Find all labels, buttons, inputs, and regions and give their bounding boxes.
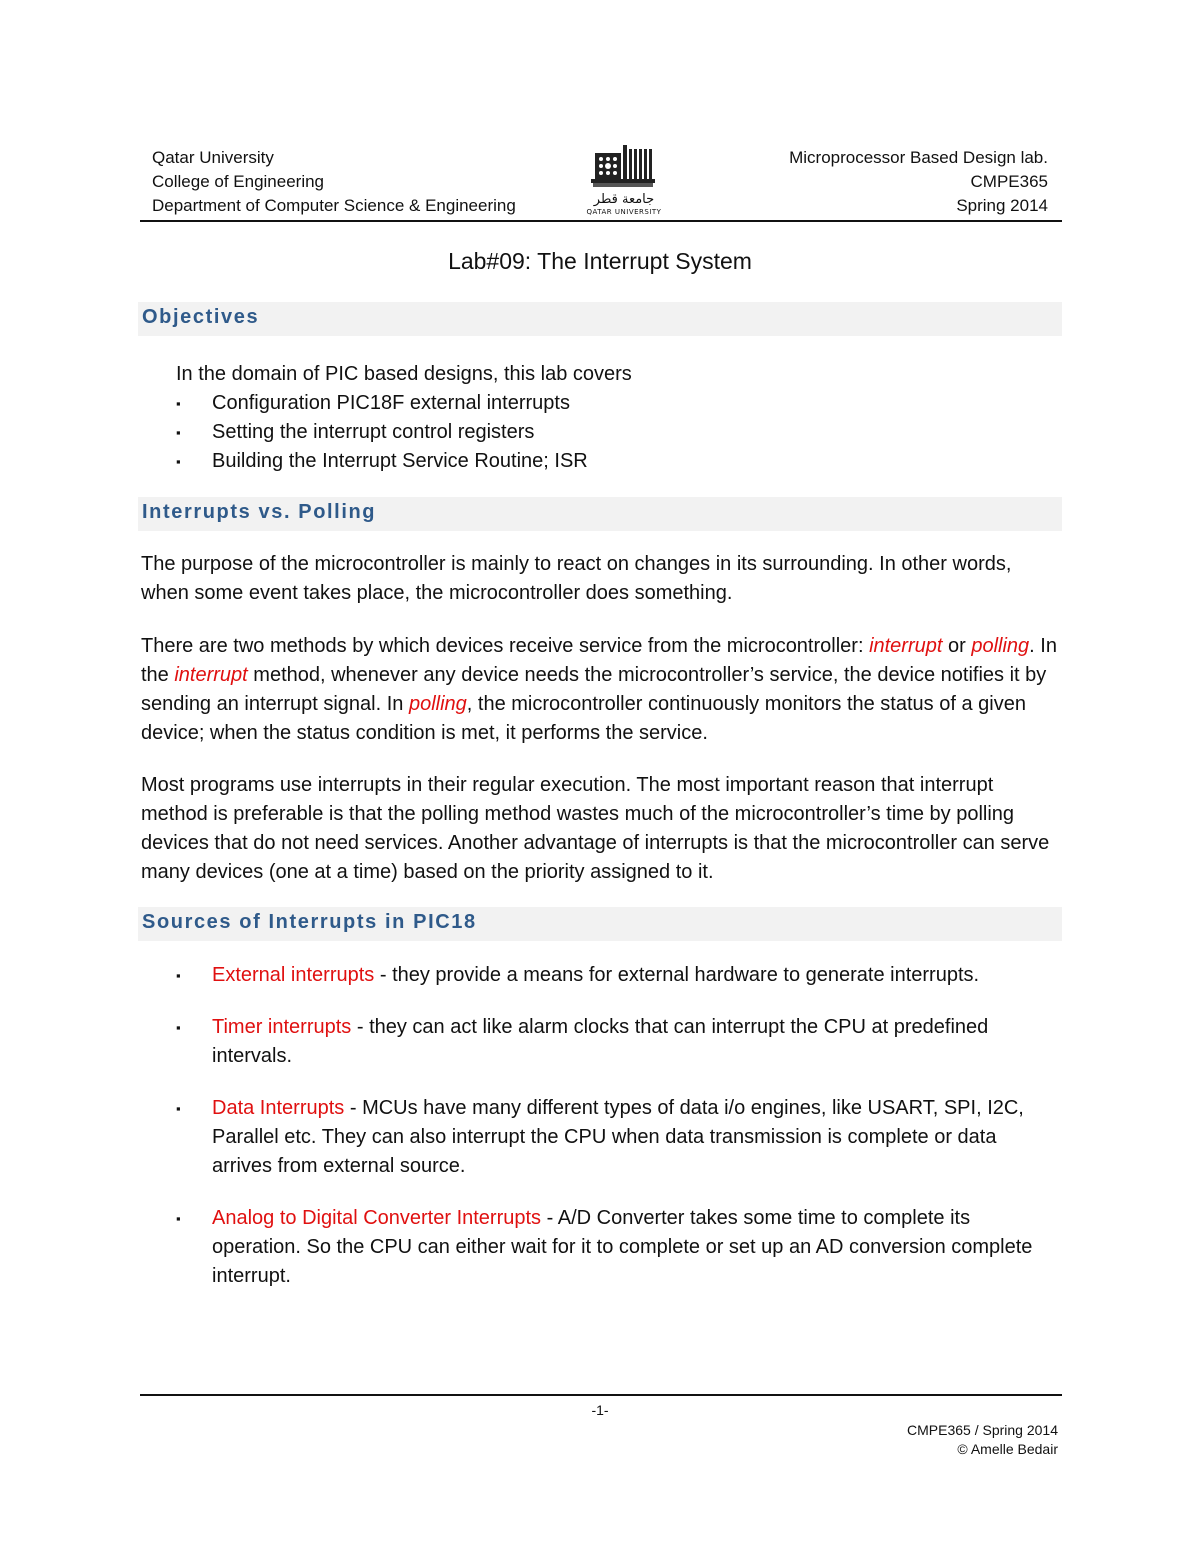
header-left (152, 146, 516, 218)
polling-paragraph-3: Most programs use interrupts in their regular execution. The most important reason that interrupt method is preferable is that the polling method wastes much of the microcontroller’s time by polling devices that do not need services. Another advantage of interrupts is that the microcontroller can serve many devices (one at a time) based on the priority assigned to it. (141, 774, 1050, 883)
svg-text:QATAR UNIVERSITY: QATAR UNIVERSITY (586, 208, 662, 216)
footer-course-term: CMPE365 / Spring 2014 (907, 1422, 1058, 1438)
university-name: Qatar University (152, 148, 274, 167)
page-title: Lab#09: The Interrupt System (448, 248, 752, 274)
department-name: Department of Computer Science & Engineering (152, 196, 516, 215)
section-heading-sources: Sources of Interrupts in PIC18 (138, 907, 1062, 941)
course-code: CMPE365 (970, 172, 1048, 191)
polling-paragraph-1: The purpose of the microcontroller is mainly to react on changes in its surrounding. In other words, when some event takes place, the microcontroller does something. (141, 553, 1012, 604)
lab-name: Microprocessor Based Design lab. (789, 148, 1048, 167)
section-heading-objectives: Objectives (138, 302, 1062, 336)
page-number: -1- (591, 1402, 609, 1418)
header-right (789, 146, 1048, 218)
footer-copyright: © Amelle Bedair (957, 1441, 1058, 1457)
qatar-university-logo (583, 143, 665, 217)
objectives-intro: In the domain of PIC based designs, this lab covers (176, 363, 632, 385)
header-rule (140, 220, 1062, 222)
polling-paragraph-2: There are two methods by which devices receive service from the microcontroller: interrupt or polling. In the interrupt method, whenever any device needs the microcontroller’s service, the device notifies it by sending an interrupt signal. In polling, the microcontroller continuously monitors the status of a given device; when the status condition is met, it performs the service. (141, 635, 1057, 744)
term: Spring 2014 (956, 196, 1048, 215)
college-name: College of Engineering (152, 172, 325, 191)
section-heading-polling: Interrupts vs. Polling (138, 497, 1062, 531)
footer-rule (140, 1394, 1062, 1396)
svg-text:جامعة قطر: جامعة قطر (593, 192, 655, 207)
